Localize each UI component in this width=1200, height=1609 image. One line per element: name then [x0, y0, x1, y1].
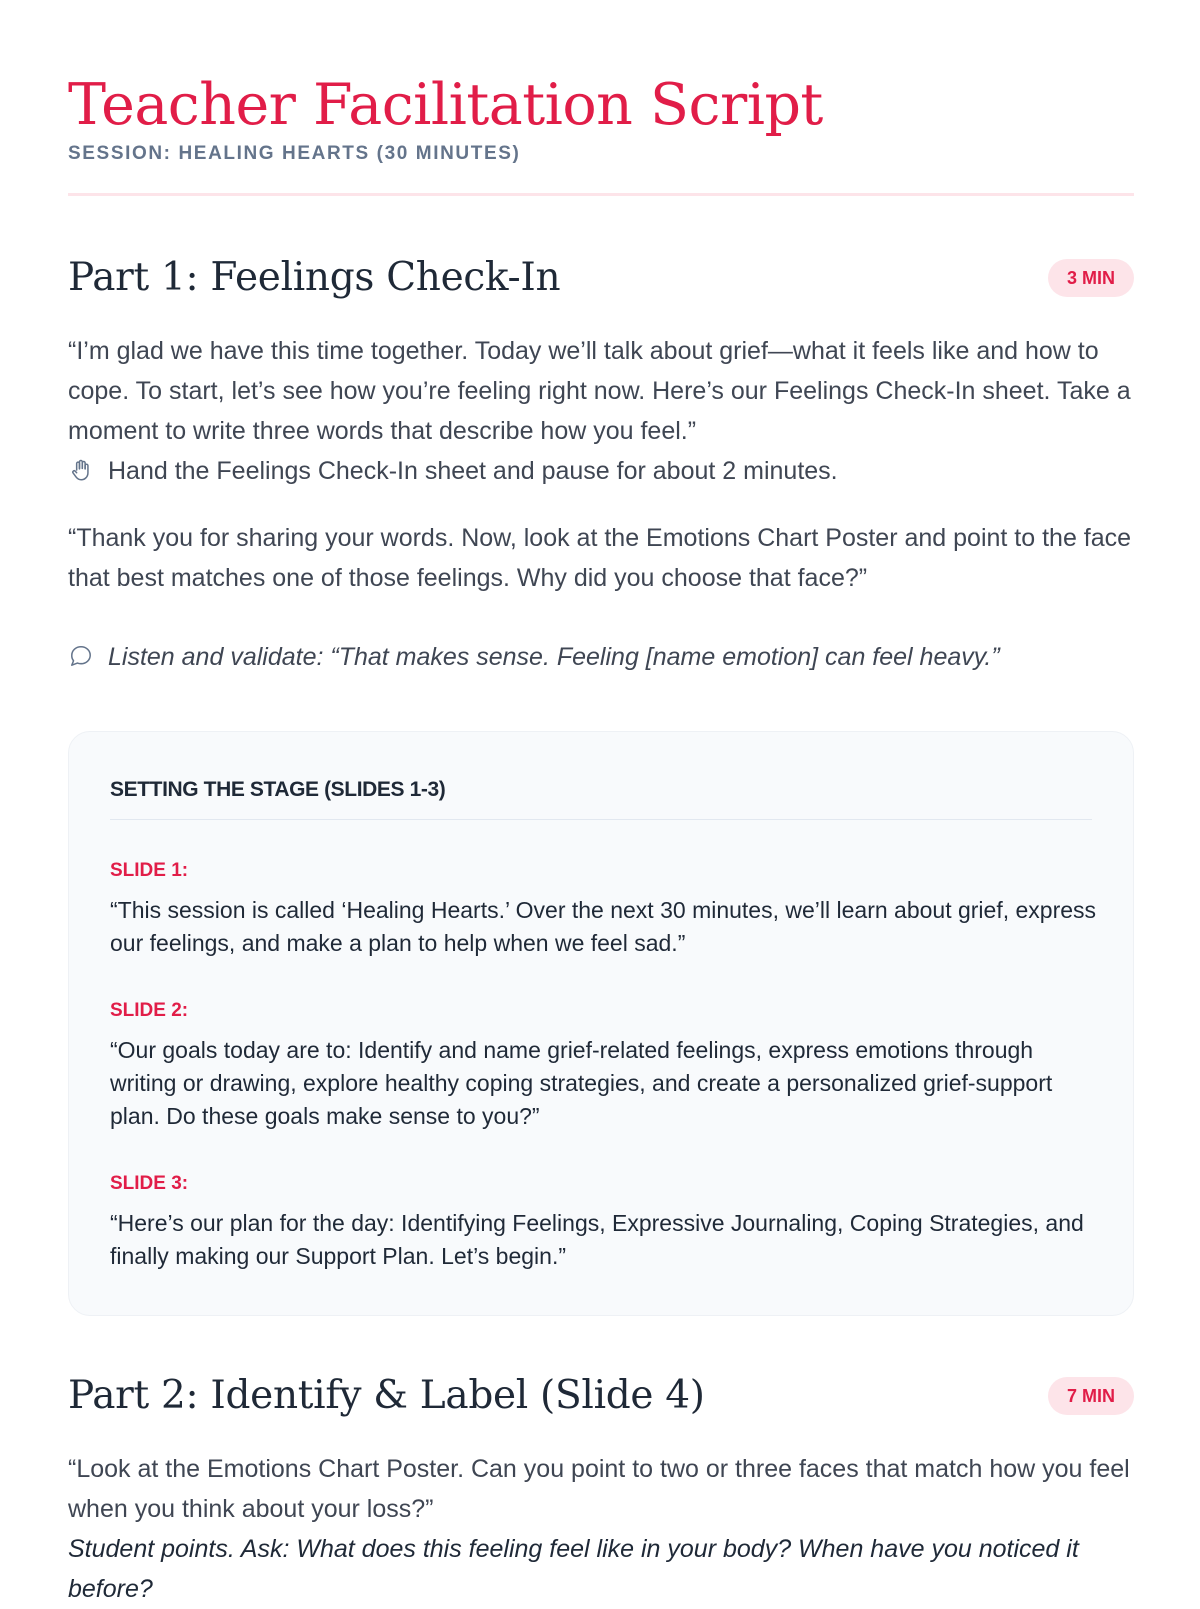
part1-duration-badge: 3 MIN [1048, 259, 1134, 297]
part2-script-paragraph-1: “Look at the Emotions Chart Poster. Can you point to two or three faces that match how you feel when you think about your loss?” [68, 1455, 1130, 1523]
part2-header [68, 1366, 1134, 1426]
part1-script-paragraph-2: “Thank you for sharing your words. Now, look at the Emotions Chart Poster and point to the face that best matches one of those feelings. Why did you choose that face?” [68, 524, 1132, 592]
session-subtitle: SESSION: HEALING HEARTS (30 MINUTES) [68, 143, 521, 164]
slide-2-text: “Our goals today are to: Identify and name grief-related feelings, express emotions through writing or drawing, explore healthy coping strategies, and create a personalized grief-support plan. Do these goals make sense to you?” [110, 1037, 1053, 1129]
slide-3-label: SLIDE 3: [110, 1173, 189, 1194]
part1-title: Part 1: Feelings Check-In [68, 255, 561, 300]
hand-icon [68, 455, 94, 481]
setting-the-stage-card [68, 731, 1134, 1316]
part1-instruction-text: Hand the Feelings Check-In sheet and pause for about 2 minutes. [108, 457, 838, 485]
slide-1-label: SLIDE 1: [110, 860, 189, 881]
card-divider [110, 819, 1092, 820]
slide-3-text: “Here’s our plan for the day: Identifying Feelings, Expressive Journaling, Coping Strategies, and finally making our Support Plan. Let’s begin.” [110, 1210, 1084, 1269]
part2-title: Part 2: Identify & Label (Slide 4) [68, 1373, 705, 1418]
slide-1-text: “This session is called ‘Healing Hearts.’ Over the next 30 minutes, we’ll learn about grief, express our feelings, and make a plan to help when we feel sad.” [110, 897, 1097, 956]
part1-header [68, 248, 1134, 308]
part2-duration-badge: 7 MIN [1048, 1377, 1134, 1415]
part1-instruction-note [68, 451, 1134, 491]
speech-bubble-icon [68, 641, 94, 667]
part2-student-note: Student points. Ask: What does this feeling feel like in your body? When have you noticed it before? [68, 1535, 1079, 1603]
slide-2-label: SLIDE 2: [110, 1000, 189, 1021]
part1-validation-note [68, 637, 1134, 677]
page-title: Teacher Facilitation Script [68, 72, 823, 138]
card-title: SETTING THE STAGE (SLIDES 1-3) [110, 778, 446, 801]
part1-validation-text: Listen and validate: “That makes sense. Feeling [name emotion] can feel heavy.” [108, 643, 1000, 671]
title-divider [68, 193, 1134, 196]
part1-script-paragraph-1: “I’m glad we have this time together. Today we’ll talk about grief—what it feels like and how to cope. To start, let’s see how you’re feeling right now. Here’s our Feelings Check-In sheet. Take a moment to write three words that describe how you feel.” [68, 337, 1131, 445]
